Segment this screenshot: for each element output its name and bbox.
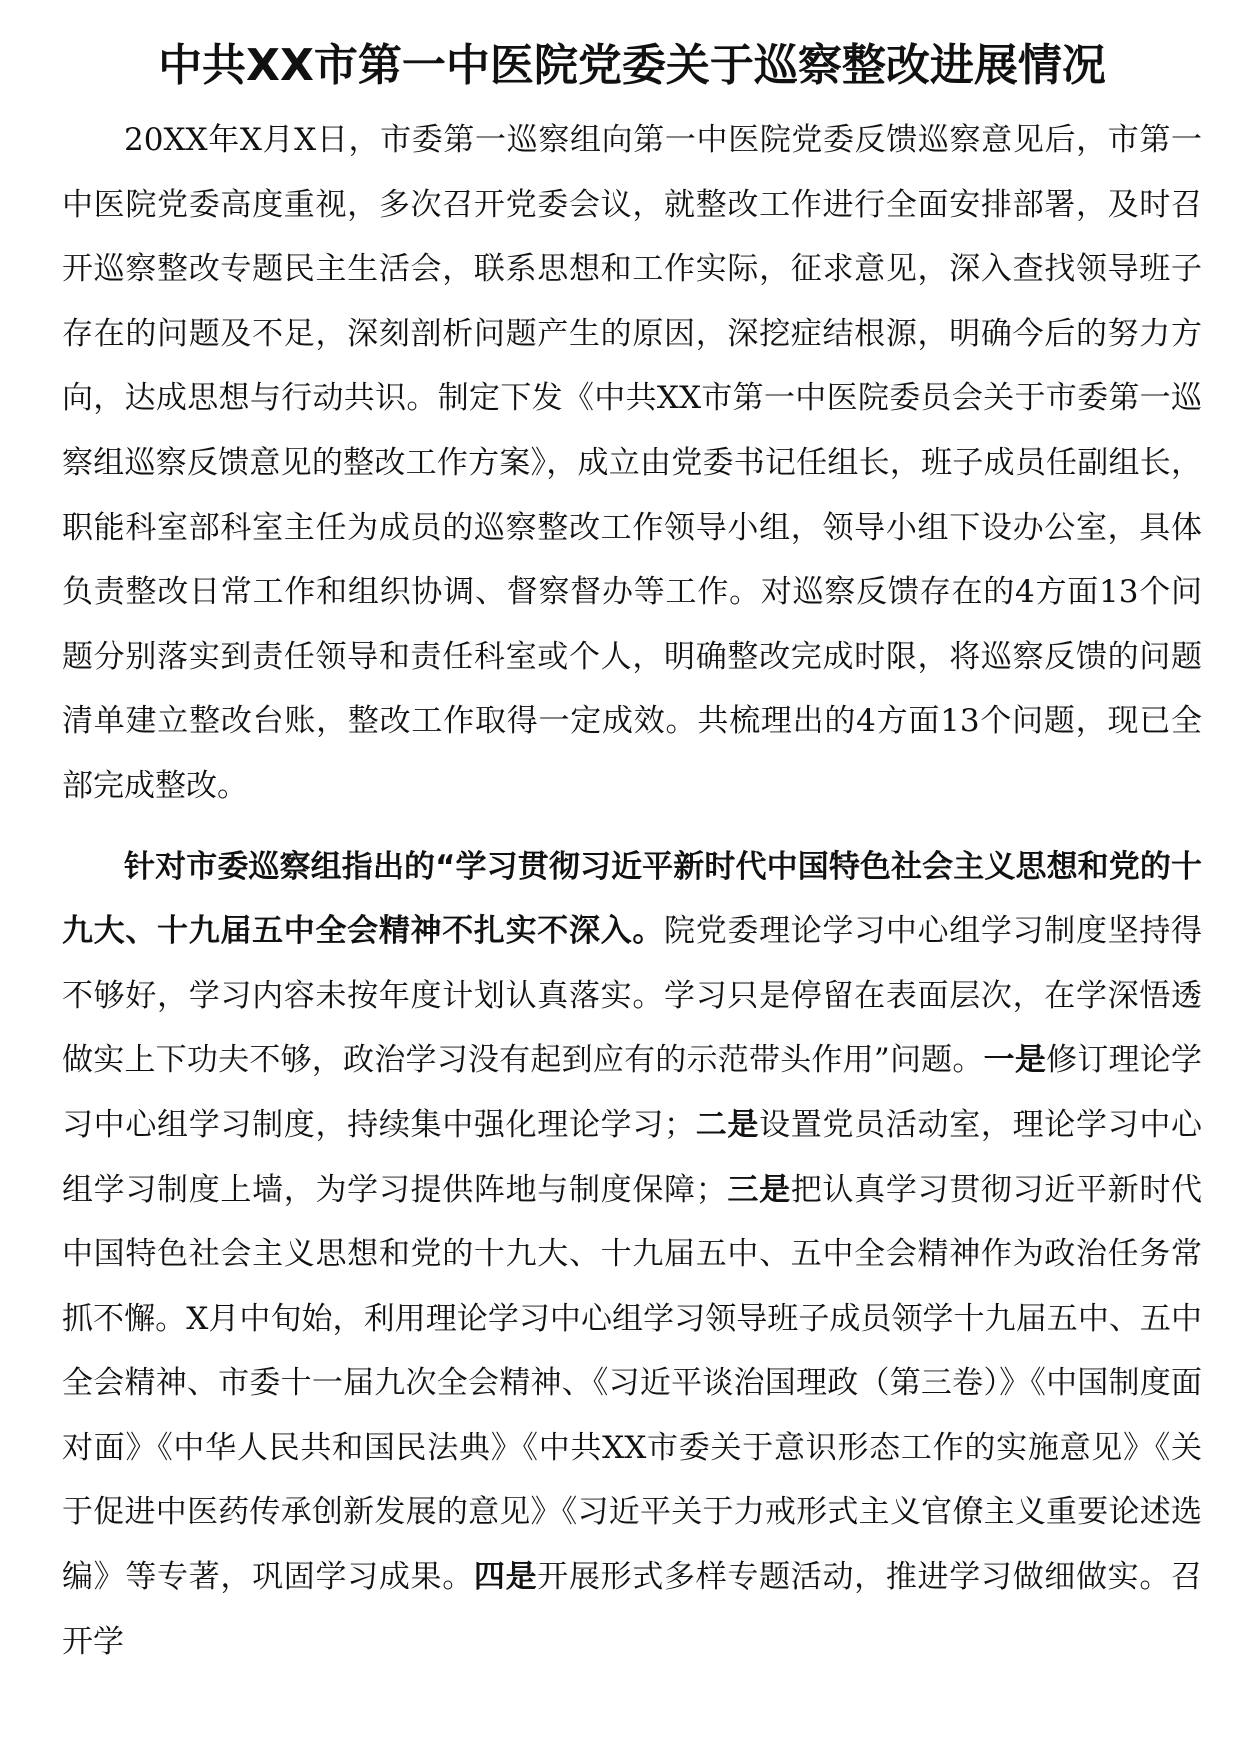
intro-paragraph: 20XX年X月X日，市委第一巡察组向第一中医院党委反馈巡察意见后，市第一中医院党委高度重视，多次召开党委会议，就整改工作进行全面安排部署，及时召开巡察整改专题民主生活会，联系思想和工作实际，征求意见，深入查找领导班子存在的问题及不足，深刻剖析问题产生的原因，深挖症结根源，明确今后的努力方向，达成思想与行动共识。制定下发《中共XX市第一中医院委员会关于市委第一巡察组巡察反馈意见的整改工作方案》，成立由党委书记任组长，班子成员任副组长，职能科室部科室主任为成员的巡察整改工作领导小组，领导小组下设办公室，具体负责整改日常工作和组织协调、督察督办等工作。对巡察反馈存在的4方面13个问题分别落实到责任领导和责任科室或个人，明确整改完成时限，将巡察反馈的问题清单建立整改台账，整改工作取得一定成效。共梳理出的4方面13个问题，现已全部完成整改。 xyxy=(62,122,1202,804)
section-text-2: 修订理论学习中心组学习制度，持续集中强化理论学习； xyxy=(62,1042,1202,1143)
marker-second: 二是 xyxy=(695,1106,760,1143)
section-text-4: 把认真学习贯彻习近平新时代中国特色社会主义思想和党的十九大、十九届五中、五中全会精神作为政治任务常抓不懈。X月中旬始，利用理论学习中心组学习领导班子成员领学十九届五中、五中全会精神、市委十一届九次全会精神、《习近平谈治国理政（第三卷）》《中国制度面对面》《中华人民共和国民法典》《中共XX市委关于意识形态工作的实施意见》《关于促进中医药传承创新发展的意见》《习近平关于力戒形式主义官僚主义重要论述选编》等专著，巩固学习成果。 xyxy=(62,1171,1203,1596)
marker-fourth: 四是 xyxy=(473,1559,538,1596)
section-text-5: 开展形式多样专题活动，推进学习做细做实。召开学 xyxy=(62,1559,1203,1660)
section-text-3: 设置党员活动室，理论学习中心组学习制度上墙，为学习提供阵地与制度保障； xyxy=(62,1106,1203,1208)
section-text-1: 院党委理论学习中心组学习制度坚持得不够好，学习内容未按年度计划认真落实。学习只是停留在表面层次，在学深悟透做实上下功夫不够，政治学习没有起到应有的示范带头作用”问题。 xyxy=(62,913,1203,1079)
section-heading: 针对市委巡察组指出的“学习贯彻习近平新时代中国特色社会主义思想和党的十九大、十九届五中全会精神不扎实不深入。 xyxy=(62,848,1202,950)
marker-first: 一是 xyxy=(983,1042,1047,1079)
document-title: 中共XX市第一中医院党委关于巡察整改进展情况 xyxy=(158,40,1106,91)
section-paragraph xyxy=(62,835,1202,1675)
marker-third: 三是 xyxy=(726,1171,791,1208)
